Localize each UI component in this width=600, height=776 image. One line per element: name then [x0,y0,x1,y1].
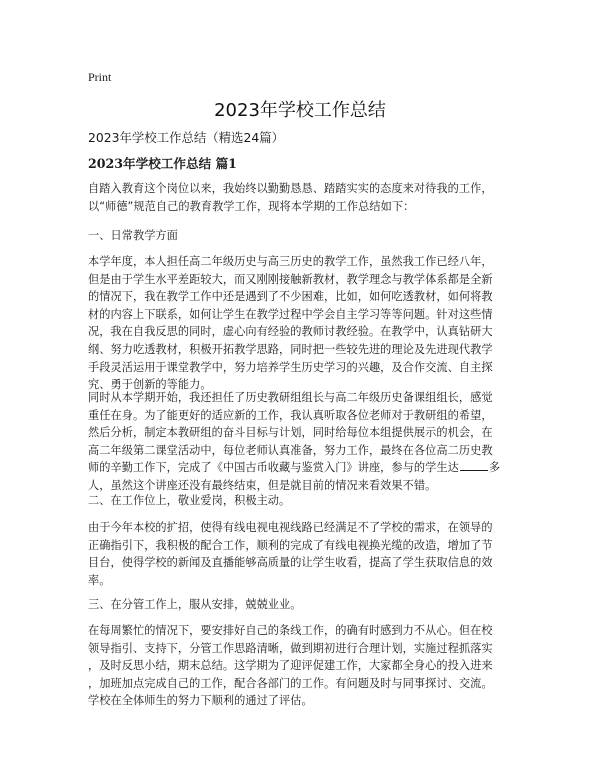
paragraph-line: 材的内容上下联系，如何让学生在教学过程中学会自主学习等等问题。针对这些情 [88,307,493,321]
paragraph-daily-teaching [88,253,518,394]
paragraph-line: 师的辛勤工作下，完成了《中国古币收藏与鉴赏入门》讲座，参与的学生达 多 [88,461,501,475]
paragraph-research-group [88,389,518,495]
document-subtitle: 2023年学校工作总结（精选24篇） [88,130,284,145]
paragraph-line: 手段灵活运用于课堂教学中，努力培养学生历史学习的兴趣，及合作交流、自主探 [88,360,493,374]
paragraph-line: 本学年度，本人担任高二年级历史与高三历史的教学工作，虽然我工作已经八年， [88,255,493,268]
paragraph-line: ，加班加点完成自己的工作，配合各部门的工作。有问题及时与同事探讨、交流。 [88,676,493,690]
paragraph-line: 的情况下，我在教学工作中还是遇到了不少困难，比如，如何吃透教材，如何将教 [88,290,493,304]
paragraph-line: 纲、努力吃透教材，积极开拓教学思路，同时把一些较先进的理论及先进现代教学 [88,342,493,356]
page-title: 2023年学校工作总结 [214,100,386,121]
paragraph-line: 正确指引下，我积极的配合工作，顺利的完成了有线电视换光缆的改造，增加了节 [88,538,493,552]
paragraph-line: 在每周繁忙的情况下，要安排好自己的条线工作，的确有时感到力不从心。但在校 [88,624,493,637]
heading-assigned-work: 三、在分管工作上，服从安排，兢兢业业。 [88,598,302,611]
paragraph-line: ，及时反思小结，期末总结。这学期为了迎评促建工作，大家都全身心的投入进来 [88,659,493,673]
paragraph-line: 但是由于学生水平差距较大，而又刚刚接触新教材，教学理念与教学体系都是全新 [88,272,493,286]
paragraph-assigned-work [88,622,518,710]
paragraph-line: 学校在全体师生的努力下顺利的通过了评估。 [88,694,313,708]
heading-work-position: 二、在工作位上，敬业爱岗，积极主动。 [88,494,291,507]
fill-in-blank [460,460,488,471]
paragraph-line: 由于今年本校的扩招，使得有线电视电视线路已经满足不了学校的需求，在领导的 [88,521,493,534]
paragraph-line: 究、勇于创新的等能力。 [88,378,212,392]
print-label: Print [88,70,112,84]
paragraph-line: 率。 [88,573,111,587]
paragraph-line: 自踏入教育这个岗位以来，我始终以勤勤恳恳、踏踏实实的态度来对待我的工作， [88,182,493,195]
paragraph-line: 目台，使得学校的新闻及直播能够高质量的让学生收看，提高了学生获取信息的效 [88,556,493,570]
intro-paragraph [88,180,518,215]
paragraph-line: 然后分析，制定本教研组的奋斗目标与计划，同时给每位本组提供展示的机会，在 [88,426,493,440]
paragraph-line: 重任在身。为了能更好的适应新的工作，我认真听取各位老师对于教研组的希望， [88,408,493,422]
paragraph-cable-tv [88,519,518,589]
paragraph-line: 同时从本学期开始，我还担任了历史教研组组长与高二年级历史备课组组长，感觉 [88,391,493,404]
paragraph-line: 况，我在自我反思的同时，虚心向有经验的教师讨教经验。在教学中，认真钻研大 [88,325,493,339]
paragraph-line: 人，虽然这个讲座还没有最终结束，但是就目前的情况来看效果不错。 [88,478,437,492]
paragraph-line: 高二年级第二课堂活动中，每位老师认真准备，努力工作，最终在各位高二历史教 [88,443,493,457]
paragraph-line: 领导指引、支持下，分管工作思路清晰，做到期初进行合理计划，实施过程抓落实 [88,641,493,655]
paragraph-line: 以“师德”规范自己的教育教学工作，现将本学期的工作总结如下： [88,199,415,213]
heading-daily-teaching: 一、日常教学方面 [88,229,178,242]
section-title: 2023年学校工作总结 篇1 [88,156,237,171]
